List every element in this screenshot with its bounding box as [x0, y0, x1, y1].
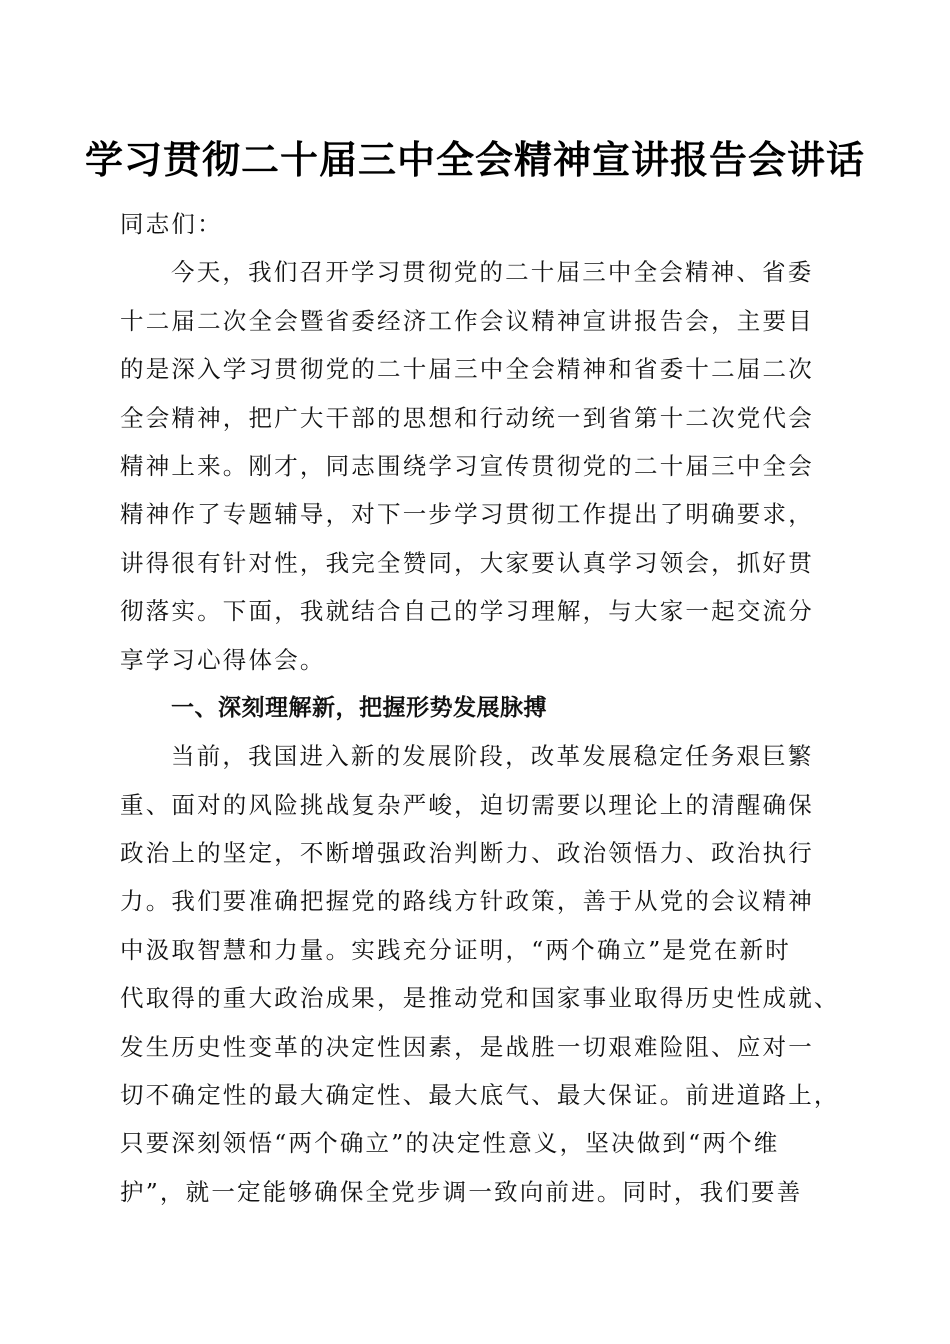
document-body: [120, 200, 840, 1216]
section-heading: 一、深刻理解新，把握形势发展脉搏: [171, 694, 547, 721]
paragraph-line: 讲得很有针对性，我完全赞同，大家要认真学习领会，抓好贯: [120, 548, 814, 577]
paragraph-line: 当前，我国进入新的发展阶段，改革发展稳定任务艰巨繁: [171, 742, 814, 771]
document-title: 学习贯彻二十届三中全会精神宣讲报告会讲话: [84, 138, 865, 182]
paragraph-line: 十二届二次全会暨省委经济工作会议精神宣讲报告会，主要目: [120, 306, 814, 335]
paragraph-line: 精神作了专题辅导，对下一步学习贯彻工作提出了明确要求，: [120, 500, 814, 529]
paragraph-line: 的是深入学习贯彻党的二十届三中全会精神和省委十二届二次: [120, 355, 814, 384]
paragraph-line: 力。我们要准确把握党的路线方针政策，善于从党的会议精神: [120, 887, 814, 916]
paragraph-line: 发生历史性变革的决定性因素，是战胜一切艰难险阻、应对一: [120, 1032, 814, 1061]
paragraph-line: 政治上的坚定，不断增强政治判断力、政治领悟力、政治执行: [120, 839, 814, 868]
paragraph-line: 护”，就一定能够确保全党步调一致向前进。同时，我们要善: [120, 1177, 803, 1206]
paragraph-line: 今天，我们召开学习贯彻党的二十届三中全会精神、省委: [171, 258, 814, 287]
paragraph-line: 只要深刻领悟“两个确立”的决定性意义，坚决做到“两个维: [120, 1129, 780, 1158]
paragraph-line: 重、面对的风险挑战复杂严峻，迫切需要以理论上的清醒确保: [120, 790, 814, 819]
salutation: 同志们：: [120, 210, 223, 238]
paragraph-line: 享学习心得体会。: [120, 645, 326, 674]
paragraph-line: 中汲取智慧和力量。实践充分证明，“两个确立”是党在新时: [120, 935, 791, 964]
paragraph-line: 彻落实。下面，我就结合自己的学习理解，与大家一起交流分: [120, 597, 814, 626]
paragraph-line: 代取得的重大政治成果，是推动党和国家事业取得历史性成就、: [120, 984, 840, 1013]
paragraph-line: 全会精神，把广大干部的思想和行动统一到省第十二次党代会: [120, 403, 814, 432]
paragraph-line: 切不确定性的最大确定性、最大底气、最大保证。前进道路上，: [120, 1081, 840, 1110]
paragraph-line: 精神上来。刚才，同志围绕学习宣传贯彻党的二十届三中全会: [120, 451, 814, 480]
